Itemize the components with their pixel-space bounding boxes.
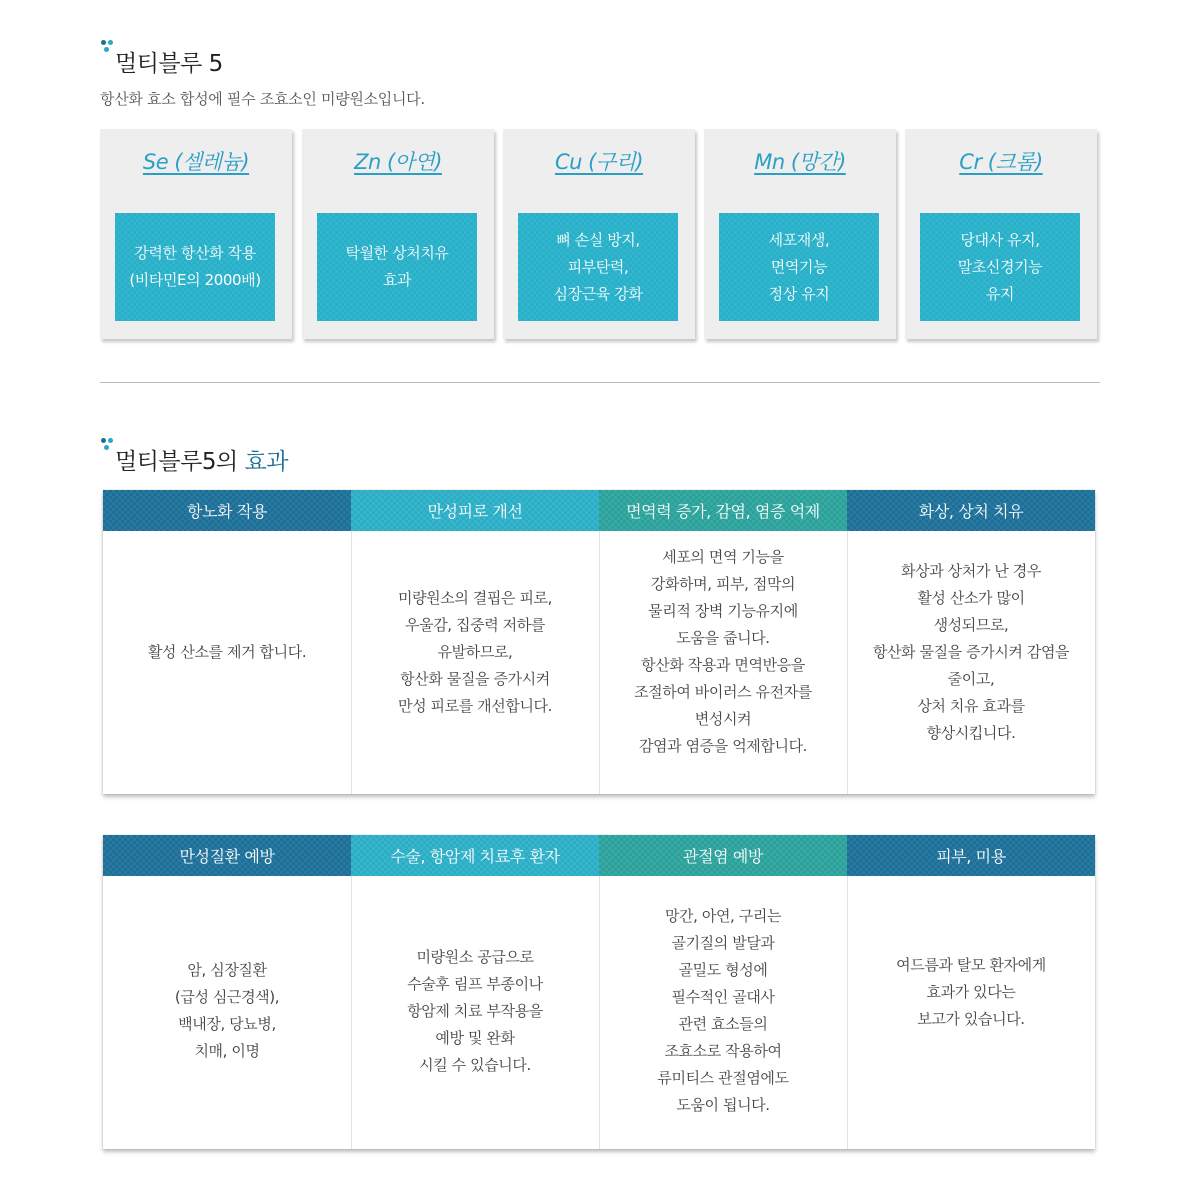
mineral-card-zn <box>302 129 494 339</box>
section-title-accent: 효과 <box>244 449 288 475</box>
table-body-row <box>103 876 1095 1149</box>
section-title-main: 멀티블루5의 <box>115 449 245 475</box>
table-header-cell: 면역력 증가, 감염, 염증 억제 <box>599 490 847 531</box>
table-cell: 미량원소의 결핍은 피로, 우울감, 집중력 저하를 유발하므로, 항산화 물질을 증가시켜 만성 피로를 개선합니다. <box>397 588 552 715</box>
mineral-card-mn <box>704 129 896 339</box>
section-title: 멀티블루 5 <box>115 51 223 77</box>
table-header-row <box>103 490 1095 531</box>
mineral-description: 탁월한 상처치유 효과 <box>317 213 477 321</box>
mineral-card-cr <box>905 129 1097 339</box>
mineral-card-cu <box>503 129 695 339</box>
mineral-cards <box>100 129 1100 341</box>
mineral-description: 강력한 항산화 작용 (비타민E의 2000배) <box>115 213 275 321</box>
section-subtitle: 항산화 효소 합성에 필수 조효소인 미량원소입니다. <box>100 90 425 108</box>
mineral-description: 당대사 유지, 말초신경기능 유지 <box>920 213 1080 321</box>
effects-table-1 <box>103 490 1095 794</box>
table-cell: 화상과 상처가 난 경우 활성 산소가 많이 생성되므로, 항산화 물질을 증가시켜 감염을 줄이고, 상처 치유 효과를 향상시킵니다. <box>872 561 1070 742</box>
table-cell: 망간, 아연, 구리는 골기질의 발달과 골밀도 형성에 필수적인 골대사 관련 효소들의 조효소로 작용하여 류미티스 관절염에도 도움이 됩니다. <box>657 907 789 1114</box>
table-header-row <box>103 835 1095 876</box>
section-divider <box>100 382 1100 383</box>
table-body-row <box>103 531 1095 794</box>
mineral-name: Mn (망간) <box>754 150 846 174</box>
mineral-name: Se (셀레늄) <box>142 150 250 174</box>
effects-table-2 <box>103 835 1095 1149</box>
mineral-name: Cu (구리) <box>554 150 644 174</box>
table-header-cell: 만성피로 개선 <box>351 490 599 531</box>
table-cell: 세포의 면역 기능을 강화하며, 피부, 점막의 물리적 장벽 기능유지에 도움을 줍니다. 항산화 작용과 면역반응을 조절하여 바이러스 유전자를 변성시켜 감염과 염증을 억제합니다. <box>634 548 812 755</box>
table-header-cell: 항노화 작용 <box>103 490 351 531</box>
table-header-cell: 화상, 상처 치유 <box>847 490 1095 531</box>
mineral-name: Zn (아연) <box>354 150 442 174</box>
table-header-cell: 만성질환 예방 <box>103 835 351 876</box>
mineral-name: Cr (크롬) <box>959 150 1043 174</box>
table-cell: 활성 산소를 제거 합니다. <box>147 642 307 661</box>
table-cell: 미량원소 공급으로 수술후 림프 부종이나 항암제 치료 부작용을 예방 및 완화 시킬 수 있습니다. <box>407 947 543 1074</box>
section-title <box>115 443 288 476</box>
mineral-card-se <box>100 129 292 339</box>
table-cell: 여드름과 탈모 환자에게 효과가 있다는 보고가 있습니다. <box>896 955 1046 1028</box>
bullet-dots-icon <box>100 438 116 452</box>
table-cell: 암, 심장질환 (급성 심근경색), 백내장, 당뇨병, 치매, 이명 <box>174 961 280 1060</box>
mineral-description: 세포재생, 면역기능 정상 유지 <box>719 213 879 321</box>
table-header-cell: 관절염 예방 <box>599 835 847 876</box>
table-header-cell: 피부, 미용 <box>847 835 1095 876</box>
bullet-dots-icon <box>100 40 116 54</box>
mineral-description: 뼈 손실 방지, 피부탄력, 심장근육 강화 <box>518 213 678 321</box>
table-header-cell: 수술, 항암제 치료후 환자 <box>351 835 599 876</box>
